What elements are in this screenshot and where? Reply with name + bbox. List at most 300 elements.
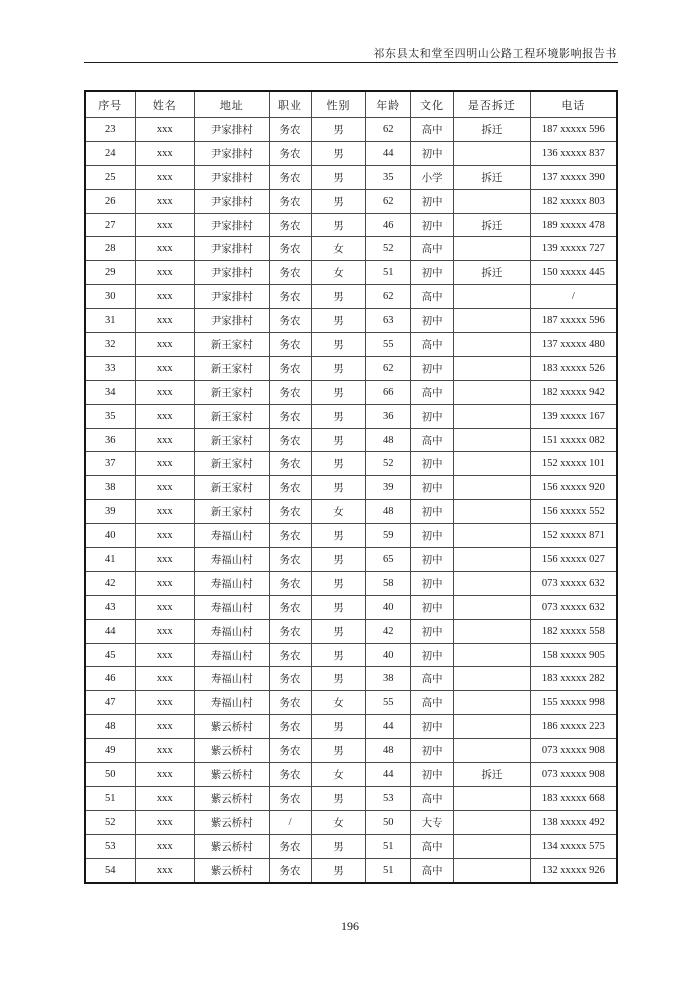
table-cell: 073 xxxxx 908 — [530, 763, 617, 787]
table-cell: 52 — [85, 810, 135, 834]
table-cell: 男 — [311, 452, 366, 476]
table-cell: 初中 — [411, 213, 454, 237]
table-cell: 高中 — [411, 285, 454, 309]
table-cell: xxx — [135, 141, 195, 165]
table-cell: 男 — [311, 786, 366, 810]
table-cell: xxx — [135, 619, 195, 643]
table-row — [85, 739, 617, 763]
table-cell: xxx — [135, 691, 195, 715]
table-cell — [454, 691, 531, 715]
table-cell: xxx — [135, 165, 195, 189]
table-cell: 152 xxxxx 101 — [530, 452, 617, 476]
table-cell: 尹家排村 — [195, 309, 269, 333]
table-cell: 寿福山村 — [195, 571, 269, 595]
table-cell: 136 xxxxx 837 — [530, 141, 617, 165]
table-cell: 务农 — [269, 548, 311, 572]
table-row — [85, 452, 617, 476]
page-number: 196 — [341, 919, 359, 933]
table-cell: xxx — [135, 476, 195, 500]
table-cell: 高中 — [411, 786, 454, 810]
table-cell: 务农 — [269, 261, 311, 285]
table-cell: xxx — [135, 810, 195, 834]
table-cell: 40 — [366, 643, 411, 667]
table-cell: 43 — [85, 595, 135, 619]
table-cell: 25 — [85, 165, 135, 189]
table-cell: 63 — [366, 309, 411, 333]
table-cell: 30 — [85, 285, 135, 309]
table-cell: 新王家村 — [195, 476, 269, 500]
table-cell — [454, 858, 531, 882]
table-cell: 务农 — [269, 428, 311, 452]
table-row — [85, 165, 617, 189]
table-cell — [454, 237, 531, 261]
table-cell: 务农 — [269, 595, 311, 619]
table-cell: 52 — [366, 452, 411, 476]
table-cell: 50 — [85, 763, 135, 787]
table-cell: 务农 — [269, 739, 311, 763]
table-cell: 39 — [85, 500, 135, 524]
table-cell: 务农 — [269, 691, 311, 715]
table-cell: 62 — [366, 118, 411, 142]
table-cell: 拆迁 — [454, 763, 531, 787]
table-cell — [454, 786, 531, 810]
table-cell: xxx — [135, 285, 195, 309]
table-cell — [454, 189, 531, 213]
table-cell: 高中 — [411, 691, 454, 715]
table-cell: 55 — [366, 333, 411, 357]
table-row — [85, 141, 617, 165]
table-cell: 初中 — [411, 595, 454, 619]
table-cell: xxx — [135, 548, 195, 572]
table-cell: 44 — [366, 763, 411, 787]
table-cell: 51 — [85, 786, 135, 810]
table-cell: 38 — [366, 667, 411, 691]
table-cell: 183 xxxxx 282 — [530, 667, 617, 691]
table-row — [85, 524, 617, 548]
table-cell: 073 xxxxx 632 — [530, 595, 617, 619]
table-header-row — [85, 91, 617, 118]
table-cell: 66 — [366, 380, 411, 404]
table-cell: 小学 — [411, 165, 454, 189]
table-cell — [454, 476, 531, 500]
table-cell: 紫云桥村 — [195, 786, 269, 810]
table-cell: 尹家排村 — [195, 141, 269, 165]
table-cell: 46 — [366, 213, 411, 237]
table-cell: 51 — [366, 858, 411, 882]
table-cell: 男 — [311, 189, 366, 213]
table-cell: 初中 — [411, 571, 454, 595]
table-row — [85, 428, 617, 452]
table-cell: 男 — [311, 858, 366, 882]
table-cell: 132 xxxxx 926 — [530, 858, 617, 882]
table-cell: 183 xxxxx 668 — [530, 786, 617, 810]
table-cell: 女 — [311, 810, 366, 834]
table-cell — [454, 500, 531, 524]
table-cell: 务农 — [269, 380, 311, 404]
table-cell: 初中 — [411, 356, 454, 380]
table-row — [85, 309, 617, 333]
table-cell: xxx — [135, 524, 195, 548]
table-cell: 女 — [311, 500, 366, 524]
table-cell: 男 — [311, 739, 366, 763]
table-cell: 务农 — [269, 356, 311, 380]
table-cell: xxx — [135, 118, 195, 142]
table-cell: 拆迁 — [454, 118, 531, 142]
table-cell: 35 — [85, 404, 135, 428]
table-cell — [454, 643, 531, 667]
table-row — [85, 189, 617, 213]
table-cell: 务农 — [269, 333, 311, 357]
table-cell — [454, 548, 531, 572]
table-cell: 62 — [366, 356, 411, 380]
table-cell: 紫云桥村 — [195, 858, 269, 882]
table-cell: 尹家排村 — [195, 237, 269, 261]
table-cell: 拆迁 — [454, 165, 531, 189]
table-cell: 务农 — [269, 165, 311, 189]
table-cell: xxx — [135, 452, 195, 476]
table-cell: xxx — [135, 715, 195, 739]
table-cell — [454, 333, 531, 357]
table-cell: 男 — [311, 356, 366, 380]
table-cell: 65 — [366, 548, 411, 572]
table-cell: 54 — [85, 858, 135, 882]
table-cell: / — [530, 285, 617, 309]
table-row — [85, 858, 617, 882]
table-cell: 大专 — [411, 810, 454, 834]
table-cell: 尹家排村 — [195, 261, 269, 285]
table-cell: 初中 — [411, 715, 454, 739]
table-cell — [454, 715, 531, 739]
table-cell: 男 — [311, 571, 366, 595]
table-cell: xxx — [135, 739, 195, 763]
table-cell: 寿福山村 — [195, 691, 269, 715]
table-cell: 寿福山村 — [195, 619, 269, 643]
table-cell: 寿福山村 — [195, 595, 269, 619]
table-cell: 073 xxxxx 908 — [530, 739, 617, 763]
table-cell: 38 — [85, 476, 135, 500]
column-header: 电话 — [530, 91, 617, 118]
table-cell: 寿福山村 — [195, 643, 269, 667]
table-row — [85, 333, 617, 357]
table-cell: 51 — [366, 261, 411, 285]
table-cell: 139 xxxxx 167 — [530, 404, 617, 428]
column-header: 姓名 — [135, 91, 195, 118]
table-cell: 男 — [311, 643, 366, 667]
table-cell: 务农 — [269, 667, 311, 691]
table-cell: xxx — [135, 571, 195, 595]
table-cell: 紫云桥村 — [195, 763, 269, 787]
table-cell: 紫云桥村 — [195, 810, 269, 834]
table-cell: 务农 — [269, 643, 311, 667]
table-cell: 58 — [366, 571, 411, 595]
table-cell: 男 — [311, 524, 366, 548]
table-row — [85, 476, 617, 500]
table-cell: xxx — [135, 834, 195, 858]
table-cell — [454, 739, 531, 763]
table-cell: 152 xxxxx 871 — [530, 524, 617, 548]
table-cell: 42 — [366, 619, 411, 643]
table-row — [85, 356, 617, 380]
table-cell: 拆迁 — [454, 213, 531, 237]
table-cell: 52 — [366, 237, 411, 261]
table-cell: 男 — [311, 141, 366, 165]
table-cell: 24 — [85, 141, 135, 165]
table-cell: 尹家排村 — [195, 165, 269, 189]
table-cell: 189 xxxxx 478 — [530, 213, 617, 237]
table-cell: 156 xxxxx 920 — [530, 476, 617, 500]
table-cell: 务农 — [269, 237, 311, 261]
table-cell: 初中 — [411, 500, 454, 524]
table-cell: 务农 — [269, 858, 311, 882]
table-row — [85, 786, 617, 810]
table-cell: xxx — [135, 237, 195, 261]
table-cell: 36 — [85, 428, 135, 452]
table-cell: 50 — [366, 810, 411, 834]
table-row — [85, 548, 617, 572]
table-row — [85, 834, 617, 858]
column-header: 性别 — [311, 91, 366, 118]
table-cell: 初中 — [411, 404, 454, 428]
table-cell: 初中 — [411, 643, 454, 667]
table-cell: 182 xxxxx 803 — [530, 189, 617, 213]
column-header: 地址 — [195, 91, 269, 118]
table-row — [85, 571, 617, 595]
table-cell — [454, 595, 531, 619]
table-cell: 26 — [85, 189, 135, 213]
table-cell: 62 — [366, 285, 411, 309]
table-cell: 男 — [311, 476, 366, 500]
table-cell: 务农 — [269, 715, 311, 739]
table-cell: 务农 — [269, 404, 311, 428]
table-cell: 48 — [366, 739, 411, 763]
table-cell: 62 — [366, 189, 411, 213]
table-cell: 男 — [311, 428, 366, 452]
table-cell: 务农 — [269, 763, 311, 787]
table-cell: 务农 — [269, 452, 311, 476]
table-cell: 187 xxxxx 596 — [530, 309, 617, 333]
table-cell — [454, 285, 531, 309]
column-header: 年龄 — [366, 91, 411, 118]
table-cell: xxx — [135, 261, 195, 285]
table-cell: 男 — [311, 667, 366, 691]
table-cell: xxx — [135, 404, 195, 428]
table-row — [85, 380, 617, 404]
table-cell: 男 — [311, 834, 366, 858]
table-cell: 53 — [85, 834, 135, 858]
table-cell: 48 — [366, 500, 411, 524]
table-cell: 务农 — [269, 834, 311, 858]
table-cell: 138 xxxxx 492 — [530, 810, 617, 834]
table-cell: 187 xxxxx 596 — [530, 118, 617, 142]
table-cell — [454, 309, 531, 333]
table-cell: xxx — [135, 356, 195, 380]
table-cell: 40 — [85, 524, 135, 548]
table-cell: 务农 — [269, 786, 311, 810]
table-cell: 高中 — [411, 428, 454, 452]
table-cell: 31 — [85, 309, 135, 333]
table-cell: 女 — [311, 237, 366, 261]
table-row — [85, 213, 617, 237]
table-cell — [454, 834, 531, 858]
table-cell: 44 — [366, 715, 411, 739]
table-cell: xxx — [135, 595, 195, 619]
column-header: 文化 — [411, 91, 454, 118]
table-cell: 初中 — [411, 476, 454, 500]
table-cell: xxx — [135, 500, 195, 524]
table-cell: xxx — [135, 380, 195, 404]
table-cell: 务农 — [269, 571, 311, 595]
table-cell: 134 xxxxx 575 — [530, 834, 617, 858]
table-cell: 41 — [85, 548, 135, 572]
table-cell: xxx — [135, 189, 195, 213]
table-cell: 务农 — [269, 476, 311, 500]
table-cell: 务农 — [269, 118, 311, 142]
report-header-title: 祁东县太和堂至四明山公路工程环境影响报告书 — [373, 48, 617, 60]
table-cell: 初中 — [411, 548, 454, 572]
table-cell: 男 — [311, 285, 366, 309]
table-cell: 初中 — [411, 141, 454, 165]
table-cell: 29 — [85, 261, 135, 285]
table-cell: 务农 — [269, 213, 311, 237]
table-cell: 寿福山村 — [195, 548, 269, 572]
table-cell: 男 — [311, 404, 366, 428]
table-cell: 初中 — [411, 739, 454, 763]
table-cell: 务农 — [269, 141, 311, 165]
table-row — [85, 715, 617, 739]
table-cell: 155 xxxxx 998 — [530, 691, 617, 715]
table-cell: 务农 — [269, 524, 311, 548]
table-cell: 高中 — [411, 667, 454, 691]
table-row — [85, 667, 617, 691]
table-cell: 55 — [366, 691, 411, 715]
table-cell: 35 — [366, 165, 411, 189]
table-cell — [454, 380, 531, 404]
table-cell: 186 xxxxx 223 — [530, 715, 617, 739]
table-cell: 尹家排村 — [195, 213, 269, 237]
table-cell: 紫云桥村 — [195, 834, 269, 858]
table-cell: 高中 — [411, 858, 454, 882]
table-cell: 男 — [311, 619, 366, 643]
table-cell: / — [269, 810, 311, 834]
table-cell: 新王家村 — [195, 452, 269, 476]
table-cell: 137 xxxxx 480 — [530, 333, 617, 357]
table-cell — [454, 404, 531, 428]
table-cell: 36 — [366, 404, 411, 428]
table-cell: 尹家排村 — [195, 118, 269, 142]
table-cell — [454, 810, 531, 834]
table-cell: 27 — [85, 213, 135, 237]
table-row — [85, 285, 617, 309]
table-cell: 39 — [366, 476, 411, 500]
survey-table — [84, 90, 618, 884]
table-cell: 073 xxxxx 632 — [530, 571, 617, 595]
table-cell: 紫云桥村 — [195, 739, 269, 763]
table-cell: 47 — [85, 691, 135, 715]
table-cell: 紫云桥村 — [195, 715, 269, 739]
table-cell: 女 — [311, 691, 366, 715]
table-cell: 男 — [311, 333, 366, 357]
table-cell: 务农 — [269, 619, 311, 643]
table-cell: 务农 — [269, 309, 311, 333]
table-cell: 高中 — [411, 237, 454, 261]
table-cell: 新王家村 — [195, 333, 269, 357]
table-row — [85, 643, 617, 667]
table-cell: xxx — [135, 643, 195, 667]
table-cell: 59 — [366, 524, 411, 548]
table-cell: 23 — [85, 118, 135, 142]
table-cell — [454, 452, 531, 476]
column-header: 是否拆迁 — [454, 91, 531, 118]
table-cell: 48 — [366, 428, 411, 452]
table-cell: 尹家排村 — [195, 189, 269, 213]
table-cell: 156 xxxxx 027 — [530, 548, 617, 572]
table-cell: 新王家村 — [195, 404, 269, 428]
table-cell: 初中 — [411, 619, 454, 643]
table-cell: 44 — [85, 619, 135, 643]
table-cell: 高中 — [411, 834, 454, 858]
table-cell: 182 xxxxx 942 — [530, 380, 617, 404]
table-cell: 新王家村 — [195, 428, 269, 452]
table-cell: 183 xxxxx 526 — [530, 356, 617, 380]
table-cell: 182 xxxxx 558 — [530, 619, 617, 643]
table-cell: 拆迁 — [454, 261, 531, 285]
table-cell: 33 — [85, 356, 135, 380]
table-cell: 高中 — [411, 380, 454, 404]
table-cell: 初中 — [411, 261, 454, 285]
table-cell — [454, 524, 531, 548]
table-cell — [454, 667, 531, 691]
table-cell: 150 xxxxx 445 — [530, 261, 617, 285]
table-cell — [454, 141, 531, 165]
table-cell: 初中 — [411, 524, 454, 548]
table-cell: 男 — [311, 595, 366, 619]
table-cell: 男 — [311, 118, 366, 142]
table-cell: 务农 — [269, 285, 311, 309]
table-cell: 务农 — [269, 500, 311, 524]
column-header: 序号 — [85, 91, 135, 118]
table-row — [85, 237, 617, 261]
table-cell: xxx — [135, 428, 195, 452]
table-cell: 男 — [311, 380, 366, 404]
table-row — [85, 404, 617, 428]
table-cell: 32 — [85, 333, 135, 357]
table-row — [85, 619, 617, 643]
table-cell: 务农 — [269, 189, 311, 213]
table-cell: 男 — [311, 548, 366, 572]
table-cell: 51 — [366, 834, 411, 858]
table-body — [85, 118, 617, 883]
header-rule — [84, 62, 618, 63]
table-cell: 28 — [85, 237, 135, 261]
table-cell: 寿福山村 — [195, 524, 269, 548]
table-cell: 男 — [311, 715, 366, 739]
table-row — [85, 763, 617, 787]
table-cell: 158 xxxxx 905 — [530, 643, 617, 667]
table-cell: 男 — [311, 309, 366, 333]
table-cell: 寿福山村 — [195, 667, 269, 691]
table-cell: 42 — [85, 571, 135, 595]
table-cell: 45 — [85, 643, 135, 667]
table-row — [85, 595, 617, 619]
table-cell: xxx — [135, 786, 195, 810]
table-cell: 48 — [85, 715, 135, 739]
table-cell: 高中 — [411, 118, 454, 142]
table-row — [85, 810, 617, 834]
table-cell: 初中 — [411, 763, 454, 787]
table-cell — [454, 428, 531, 452]
table-cell: 高中 — [411, 333, 454, 357]
table-row — [85, 691, 617, 715]
